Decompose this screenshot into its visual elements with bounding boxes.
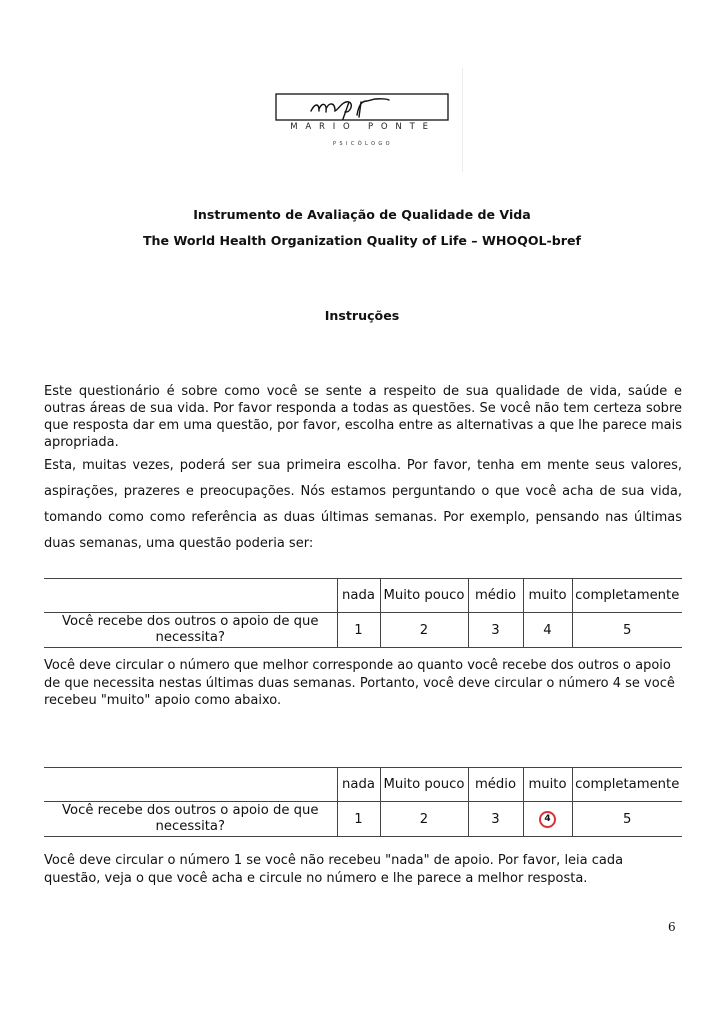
option-2: 2 [380,802,468,837]
header-completamente: completamente [572,579,682,613]
header-medio: médio [468,768,523,802]
header-nada: nada [337,579,380,613]
header-muito-pouco: Muito pouco [380,579,468,613]
intro-paragraph: Este questionário é sobre como você se sente a respeito de sua qualidade de vida, saúde e outras áreas de sua vida. Por favor responda a todas as questões. Se você não tem certeza sobre que resposta dar em uma questão, por favor, escolha entre as alternativas a que lhe parece mais apropriada. [44,384,682,450]
option-1: 1 [337,802,380,837]
example-table [44,578,682,648]
header-medio: médio [468,579,523,613]
question-text: Você recebe dos outros o apoio de que necessita? [44,613,337,648]
option-4-circled: 4 [539,811,556,828]
question-text: Você recebe dos outros o apoio de que necessita? [44,802,337,837]
circle-instruction-paragraph: Você deve circular o número que melhor corresponde ao quanto você recebe dos outros o apoio de que necessita nestas últimas duas semanas. Portanto, você deve circular o número 4 se você recebeu "muito" apoio como abaixo. [44,658,675,708]
option-5: 5 [572,802,682,837]
option-4: 4 [523,613,572,648]
option-2: 2 [380,613,468,648]
header-nada: nada [337,768,380,802]
header-completamente: completamente [572,768,682,802]
header-blank [44,768,337,802]
intro-paragraph-continued: Esta, muitas vezes, poderá ser sua primeira escolha. Por favor, tenha em mente seus valores, aspirações, prazeres e preocupações. Nós estamos perguntando o que você acha de sua vida, tomando como como referência as duas últimas semanas. Por exemplo, pensando nas últimas duas semanas, uma questão poderia ser: [44,458,682,551]
logo-name: MARIO PONTE [290,122,436,132]
logo-subtitle: PSICÓLOGO [332,141,394,147]
document-subtitle: The World Health Organization Quality of Life – WHOQOL-bref [142,233,582,248]
final-instruction-paragraph: Você deve circular o número 1 se você não recebeu "nada" de apoio. Por favor, leia cada questão, veja o que você acha e circule no número e lhe parece a melhor resposta. [44,853,624,886]
page-number: 6 [668,920,676,934]
header-muito-pouco: Muito pouco [380,768,468,802]
instructions-heading: Instruções [324,308,400,323]
option-3: 3 [468,802,523,837]
example-table-circled [44,767,682,837]
logo-divider [462,68,463,172]
option-1: 1 [337,613,380,648]
option-3: 3 [468,613,523,648]
header-blank [44,579,337,613]
option-5: 5 [572,613,682,648]
option-4-cell [523,802,572,837]
document-title: Instrumento de Avaliação de Qualidade de Vida [193,207,531,222]
header-muito: muito [523,768,572,802]
header-muito: muito [523,579,572,613]
